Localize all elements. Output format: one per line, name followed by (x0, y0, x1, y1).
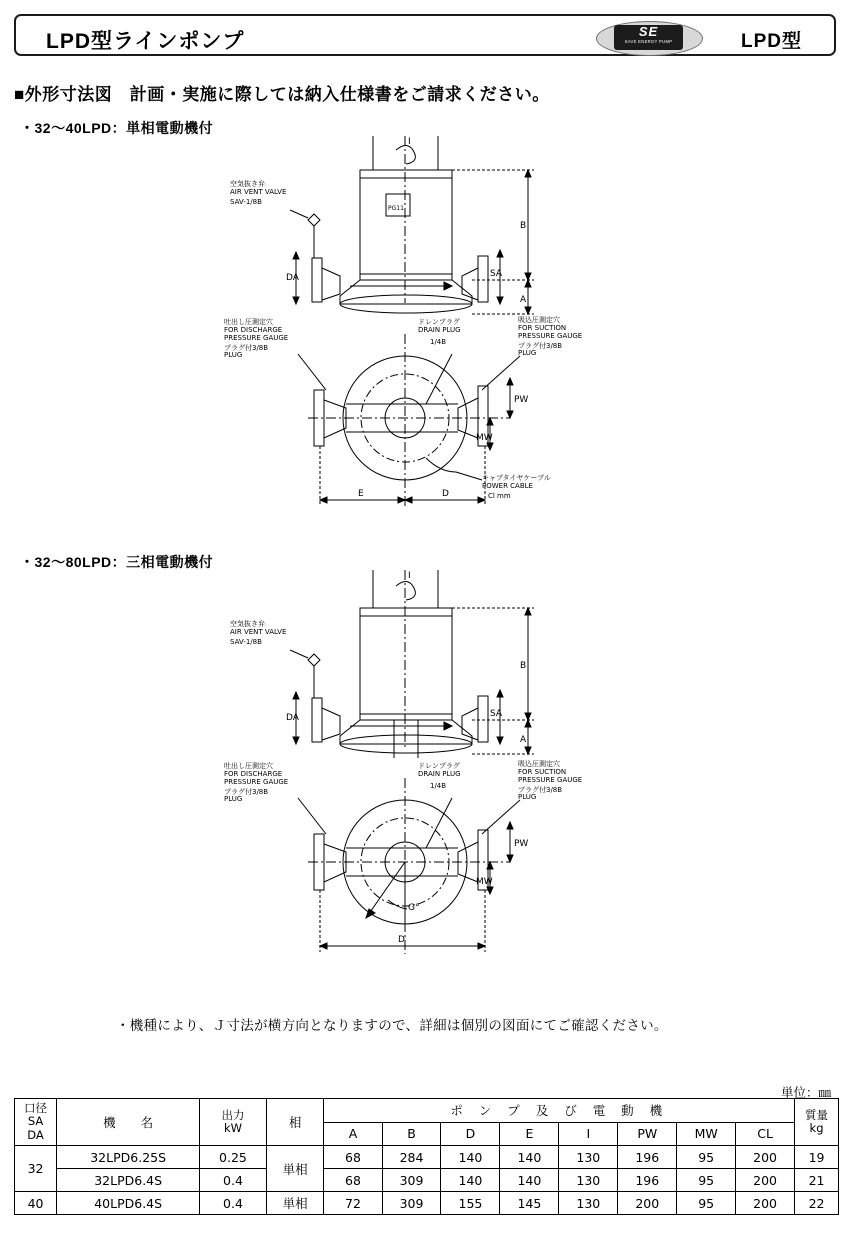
svg-text:A: A (520, 735, 527, 745)
svg-text:Cl mm: Cl mm (488, 492, 511, 500)
header-name: 機 名 (57, 1099, 200, 1146)
svg-text:DA: DA (286, 273, 299, 283)
svg-text:D: D (442, 489, 449, 499)
svg-text:FOR DISCHARGE: FOR DISCHARGE (224, 770, 283, 778)
svg-text:プラグ付3/8B: プラグ付3/8B (518, 786, 563, 794)
cell-d: 155 (441, 1192, 500, 1215)
cell-i: 130 (559, 1146, 618, 1169)
table-header-row-1 (15, 1099, 839, 1123)
cell-mw: 95 (677, 1146, 736, 1169)
svg-text:DRAIN PLUG: DRAIN PLUG (418, 326, 461, 334)
svg-text:B: B (520, 221, 527, 231)
cell-b: 284 (382, 1146, 441, 1169)
svg-text:吸込圧測定穴: 吸込圧測定穴 (518, 760, 560, 768)
svg-text:PG11: PG11 (388, 205, 404, 212)
svg-text:SAV-1/8B: SAV-1/8B (230, 198, 262, 206)
cell-mass: 21 (795, 1169, 839, 1192)
cell-phase: 単相 (266, 1192, 324, 1215)
table-row (15, 1169, 839, 1192)
cell-e: 140 (500, 1146, 559, 1169)
header-diameter-l2: SA (27, 1114, 44, 1129)
cell-phase: 単相 (266, 1146, 324, 1192)
svg-text:SAV-1/8B: SAV-1/8B (230, 638, 262, 646)
header-power-l1: 出力 (221, 1107, 245, 1122)
header-diameter-l3: DA (27, 1127, 44, 1142)
svg-text:プラグ付3/8B: プラグ付3/8B (224, 788, 269, 796)
svg-text:PRESSURE GAUGE: PRESSURE GAUGE (224, 778, 289, 786)
cell-power: 0.4 (200, 1192, 267, 1215)
cell-mass: 19 (795, 1146, 839, 1169)
unit-label: 単位：㎜ (780, 1086, 831, 1100)
svg-text:A: A (520, 295, 527, 305)
svg-text:B: B (520, 661, 527, 671)
header-group-pump-motor: ポ ン プ 及 び 電 動 機 (324, 1099, 795, 1123)
svg-text:D: D (398, 935, 405, 945)
svg-text:PW: PW (514, 839, 529, 849)
svg-text:PRESSURE GAUGE: PRESSURE GAUGE (224, 334, 289, 342)
svg-text:I: I (408, 137, 411, 147)
svg-text:POWER CABLE: POWER CABLE (482, 482, 533, 490)
cell-mw: 95 (677, 1169, 736, 1192)
dimension-drawing-three-phase (190, 562, 620, 987)
cell-name: 40LPD6.4S (57, 1192, 200, 1215)
svg-text:ドレンプラグ: ドレンプラグ (418, 318, 460, 326)
cell-diameter: 32 (15, 1146, 57, 1192)
cell-e: 145 (500, 1192, 559, 1215)
cell-b: 309 (382, 1169, 441, 1192)
svg-text:MW: MW (476, 433, 493, 443)
cell-power: 0.25 (200, 1146, 267, 1169)
cell-cl: 200 (736, 1146, 795, 1169)
cell-d: 140 (441, 1146, 500, 1169)
cell-a: 72 (324, 1192, 382, 1215)
cell-b: 309 (382, 1192, 441, 1215)
cell-diameter: 40 (15, 1192, 57, 1215)
svg-text:ドレンプラグ: ドレンプラグ (418, 762, 460, 770)
subsection-label-single-phase: ・32～40LPD：単相電動機付 (20, 120, 214, 136)
svg-text:AIR VENT VALVE: AIR VENT VALVE (230, 628, 287, 636)
logo-badge (614, 25, 683, 50)
header-dim-cl: CL (736, 1122, 795, 1146)
svg-text:I: I (408, 571, 411, 581)
svg-text:PRESSURE GAUGE: PRESSURE GAUGE (518, 332, 583, 340)
header-dim-pw: PW (618, 1122, 677, 1146)
dimension-drawing-single-phase (190, 128, 620, 543)
header-dim-d: D (441, 1122, 500, 1146)
svg-text:吐出し圧測定穴: 吐出し圧測定穴 (224, 318, 273, 326)
cell-d: 140 (441, 1169, 500, 1192)
svg-text:PLUG: PLUG (518, 349, 537, 357)
header-mass (795, 1099, 839, 1146)
cell-i: 130 (559, 1192, 618, 1215)
svg-text:SA: SA (490, 269, 503, 279)
svg-text:1/4B: 1/4B (430, 338, 447, 346)
svg-text:MW: MW (476, 877, 493, 887)
svg-text:空気抜き弁: 空気抜き弁 (230, 180, 265, 188)
header-diameter (15, 1099, 57, 1146)
cell-cl: 200 (736, 1169, 795, 1192)
cell-a: 68 (324, 1146, 382, 1169)
logo-subtext: SAVE ENERGY PUMP (624, 39, 673, 44)
svg-text:プラグ付3/8B: プラグ付3/8B (224, 344, 269, 352)
table-row (15, 1146, 839, 1169)
cell-a: 68 (324, 1169, 382, 1192)
header-dim-a: A (324, 1122, 382, 1146)
svg-text:DA: DA (286, 713, 299, 723)
cell-mass: 22 (795, 1192, 839, 1215)
svg-text:E: E (358, 489, 364, 499)
header-mass-l1: 質量 (805, 1107, 829, 1122)
svg-text:FOR DISCHARGE: FOR DISCHARGE (224, 326, 283, 334)
cell-cl: 200 (736, 1192, 795, 1215)
header-model-label: LPD型 (740, 31, 802, 52)
page-header (14, 14, 836, 56)
drawing-note: ・機種により、Ｊ寸法が横方向となりますので、詳細は個別の図面にてご確認ください。 (116, 1018, 668, 1033)
subsection-label-three-phase: ・32～80LPD：三相電動機付 (20, 554, 214, 570)
svg-text:DRAIN PLUG: DRAIN PLUG (418, 770, 461, 778)
cell-name: 32LPD6.4S (57, 1169, 200, 1192)
specification-table (14, 1098, 839, 1215)
page-title: LPD型ラインポンプ (46, 30, 245, 53)
svg-text:G°: G° (408, 903, 420, 913)
svg-text:FOR SUCTION: FOR SUCTION (518, 768, 567, 776)
cell-power: 0.4 (200, 1169, 267, 1192)
svg-text:PW: PW (514, 395, 529, 405)
cell-pw: 196 (618, 1146, 677, 1169)
svg-text:プラグ付3/8B: プラグ付3/8B (518, 342, 563, 350)
svg-text:1/4B: 1/4B (430, 782, 447, 790)
header-dim-mw: MW (677, 1122, 736, 1146)
logo-text: SE (638, 24, 659, 39)
svg-text:FOR SUCTION: FOR SUCTION (518, 324, 567, 332)
svg-text:SA: SA (490, 709, 503, 719)
header-dim-b: B (382, 1122, 441, 1146)
svg-text:吐出し圧測定穴: 吐出し圧測定穴 (224, 762, 273, 770)
svg-text:吸込圧測定穴: 吸込圧測定穴 (518, 316, 560, 324)
header-diameter-l1: 口径 (24, 1100, 48, 1115)
header-phase: 相 (266, 1099, 324, 1146)
svg-text:AIR VENT VALVE: AIR VENT VALVE (230, 188, 287, 196)
cell-pw: 200 (618, 1192, 677, 1215)
svg-text:PLUG: PLUG (518, 793, 537, 801)
svg-text:キャブタイヤケーブル: キャブタイヤケーブル (482, 474, 551, 482)
svg-text:空気抜き弁: 空気抜き弁 (230, 620, 265, 628)
cell-e: 140 (500, 1169, 559, 1192)
header-mass-l2: kg (809, 1121, 824, 1135)
svg-text:PLUG: PLUG (224, 351, 243, 359)
svg-text:PRESSURE GAUGE: PRESSURE GAUGE (518, 776, 583, 784)
header-dim-e: E (500, 1122, 559, 1146)
header-power-l2: kW (223, 1121, 242, 1135)
cell-pw: 196 (618, 1169, 677, 1192)
header-dim-i: I (559, 1122, 618, 1146)
cell-mw: 95 (677, 1192, 736, 1215)
header-power (200, 1099, 267, 1146)
svg-text:PLUG: PLUG (224, 795, 243, 803)
table-row (15, 1192, 839, 1215)
cell-i: 130 (559, 1169, 618, 1192)
se-logo (596, 21, 701, 54)
cell-name: 32LPD6.25S (57, 1146, 200, 1169)
section-heading: ■外形寸法図 計画・実施に際しては納入仕様書をご請求ください。 (14, 85, 550, 104)
